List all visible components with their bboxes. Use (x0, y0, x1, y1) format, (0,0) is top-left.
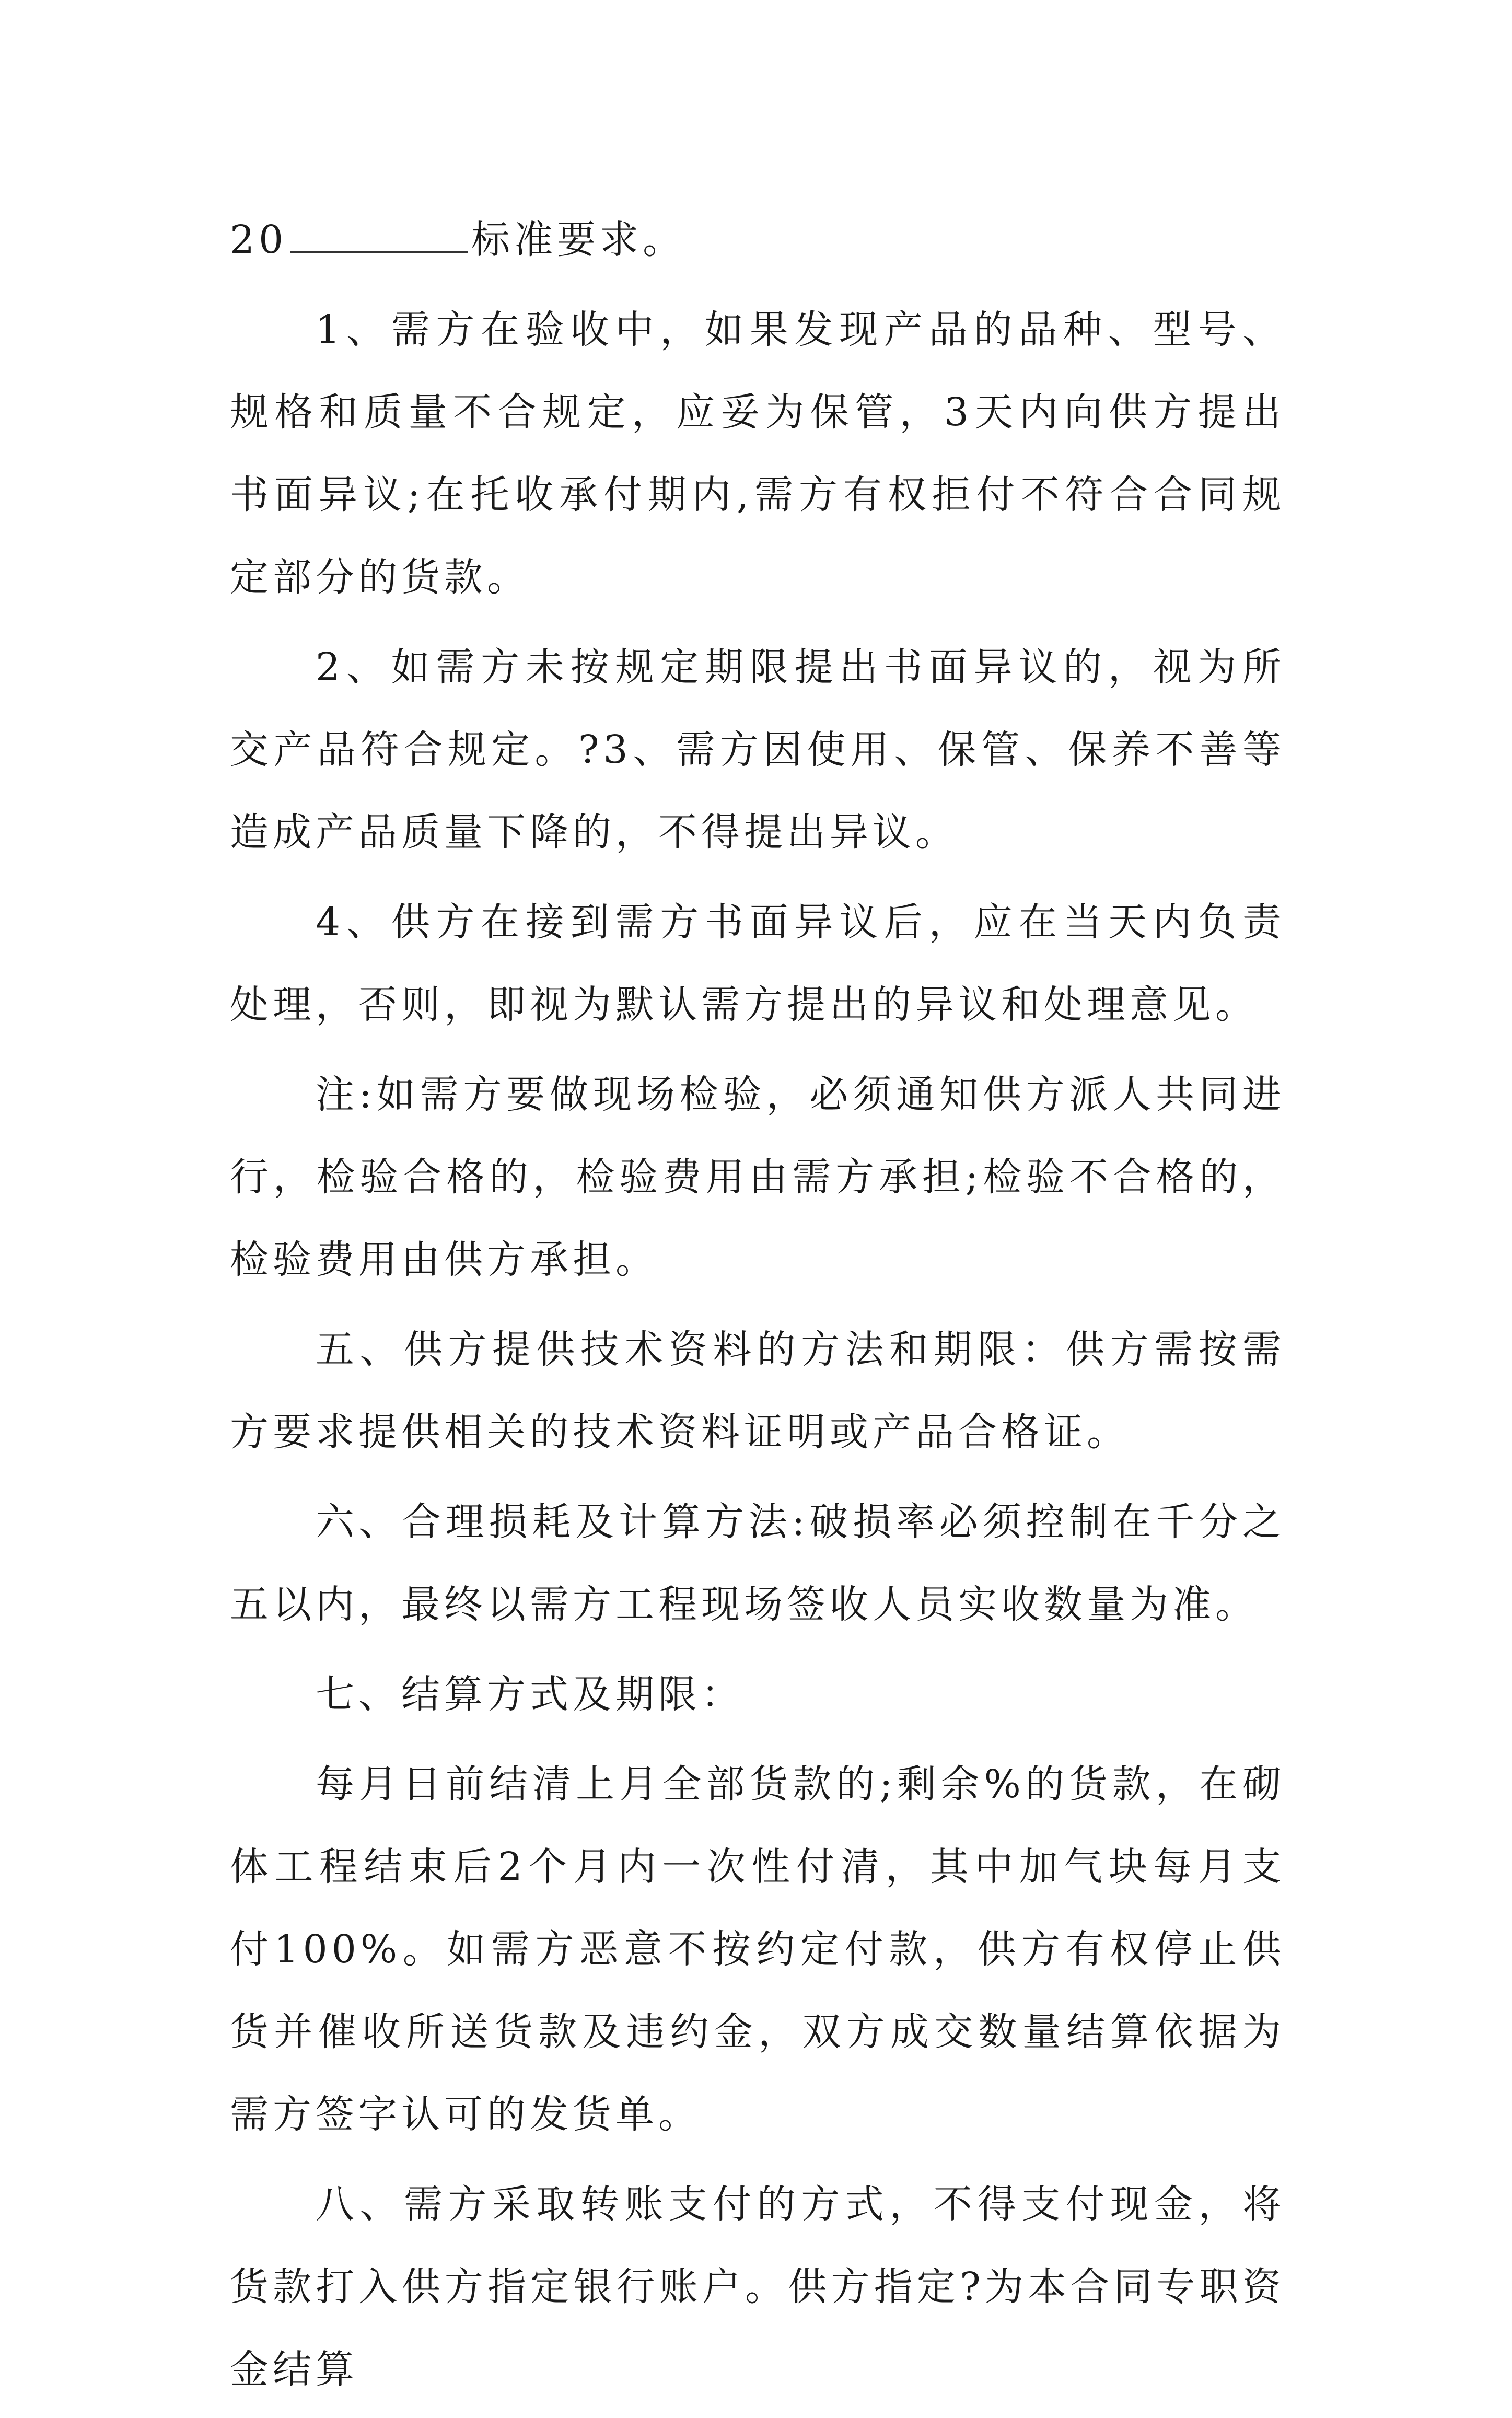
year-prefix: 20 (230, 217, 288, 262)
paragraph-section-seven-heading: 七、结算方式及期限： (316, 1672, 744, 1717)
blank-underline (290, 217, 468, 253)
document-page (230, 199, 1285, 2418)
paragraph-section-five: 五、供方提供技术资料的方法和期限：供方需按需方要求提供相关的技术资料证明或产品合格证。 (230, 1327, 1285, 1455)
paragraph-deadline-quality: 2、如需方未按规定期限提出书面异议的，视为所交产品符合规定。?3、需方因使用、保管、保养不善等造成产品质量下降的，不得提出异议。 (230, 645, 1285, 855)
paragraph-note-onsite-inspection: 注:如需方要做现场检验，必须通知供方派人共同进行，检验合格的，检验费用由需方承担;检验不合格的，检验费用由供方承担。 (230, 1072, 1285, 1282)
standard-requirement-text: 标准要求。 (471, 217, 686, 262)
paragraph-inspection-objection: 1、需方在验收中，如果发现产品的品种、型号、规格和质量不合规定，应妥为保管，3天内向供方提出书面异议;在托收承付期内,需方有权拒付不符合合同规定部分的货款。 (230, 307, 1285, 600)
paragraph-section-six: 六、合理损耗及计算方法:破损率必须控制在千分之五以内，最终以需方工程现场签收人员实收数量为准。 (230, 1499, 1285, 1627)
paragraph-section-eight: 八、需方采取转账支付的方式，不得支付现金，将货款打入供方指定银行账户。供方指定?为本合同专职资金结算 (230, 2182, 1285, 2392)
paragraph-supplier-handling: 4、供方在接到需方书面异议后，应在当天内负责处理，否则，即视为默认需方提出的异议和处理意见。 (230, 900, 1285, 1027)
paragraph-settlement-terms: 每月日前结清上月全部货款的;剩余%的货款，在砌体工程结束后2个月内一次性付清，其中加气块每月支付100%。如需方恶意不按约定付款，供方有权停止供货并催收所送货款及违约金，双方成交数量结算依据为需方签字认可的发货单。 (230, 1762, 1285, 2137)
paragraph-standard-requirement (230, 199, 1285, 281)
